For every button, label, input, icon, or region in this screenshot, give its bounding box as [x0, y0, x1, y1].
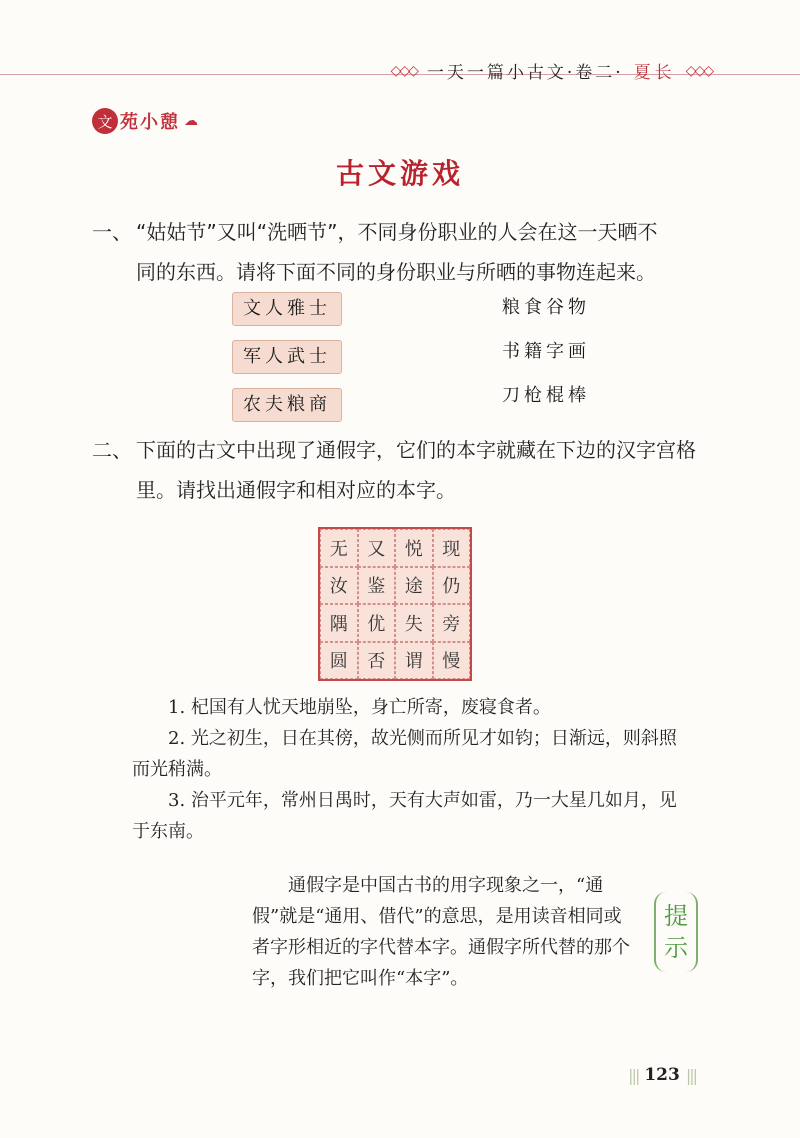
question-list	[132, 692, 692, 847]
grid-cell[interactable]: 优	[358, 604, 396, 642]
running-header	[391, 58, 712, 83]
grid-cell[interactable]: 否	[358, 642, 396, 680]
running-season: 夏长	[633, 63, 676, 83]
question-item: 1. 杞国有人忧天地崩坠，身亡所寄，废寝食者。	[168, 697, 551, 718]
section-tag-label: 苑小憩	[120, 112, 180, 133]
part2-number: 二、	[92, 438, 132, 462]
grid-cell[interactable]: 旁	[433, 604, 471, 642]
grid-cell[interactable]: 现	[433, 529, 471, 567]
part1-line1: “姑姑节”又叫“洗晒节”，不同身份职业的人会在这一天晒不	[136, 220, 658, 244]
part2-line2: 里。请找出通假字和相对应的本字。	[136, 478, 456, 502]
grid-cell[interactable]: 途	[395, 567, 433, 605]
cloud-ornament-icon: ☁	[184, 113, 198, 129]
grid-cell[interactable]: 慢	[433, 642, 471, 680]
grid-cell[interactable]: 谓	[395, 642, 433, 680]
header-ornament-right-icon: ◇◇◇	[685, 62, 712, 79]
match-left-item[interactable]: 军人武士	[232, 340, 342, 374]
grid-cell[interactable]: 无	[320, 529, 358, 567]
match-right-item[interactable]: 粮食谷物	[502, 297, 590, 318]
match-left-item[interactable]: 文人雅士	[232, 292, 342, 326]
footer-stripes-right-icon: |||	[685, 1065, 696, 1085]
hint-label-bottom: 示	[664, 934, 688, 962]
grid-cell[interactable]: 失	[395, 604, 433, 642]
hint-text: 通假字是中国古书的用字现象之一，“通假”就是“通用、借代”的意思，是用读音相同或者字形相近的字代替本字。通假字所代替的那个字，我们把它叫作“本字”。	[252, 875, 630, 989]
hint-label-top: 提	[664, 902, 688, 930]
match-right-item[interactable]: 刀枪棍棒	[502, 385, 590, 406]
match-left-item[interactable]: 农夫粮商	[232, 388, 342, 422]
part2-paragraph	[92, 430, 707, 510]
match-right-column	[502, 294, 590, 410]
page-title: 古文游戏	[335, 157, 464, 190]
part2-line1: 下面的古文中出现了通假字，它们的本字就藏在下边的汉字宫格	[136, 438, 696, 462]
grid-cell[interactable]: 汝	[320, 567, 358, 605]
page-footer	[628, 1065, 696, 1085]
grid-cell[interactable]: 隅	[320, 604, 358, 642]
question-item: 2. 光之初生，日在其傍，故光侧而所见才如钧；日渐远，则斜照而光稍满。	[132, 728, 677, 780]
section-tag-circle: 文	[92, 108, 118, 134]
page-number: 123	[644, 1065, 680, 1085]
part1-line2: 同的东西。请将下面不同的身份职业与所晒的事物连起来。	[136, 260, 656, 284]
match-right-item[interactable]: 书籍字画	[502, 341, 590, 362]
grid-cell[interactable]: 悦	[395, 529, 433, 567]
match-left-column	[232, 292, 342, 422]
character-grid	[318, 527, 472, 681]
grid-cell[interactable]: 圆	[320, 642, 358, 680]
grid-cell[interactable]: 仍	[433, 567, 471, 605]
grid-cell[interactable]: 鉴	[358, 567, 396, 605]
footer-stripes-left-icon: |||	[628, 1065, 639, 1085]
grid-cell[interactable]: 又	[358, 529, 396, 567]
question-item: 3. 治平元年，常州日禺时，天有大声如雷，乃一大星几如月，见于东南。	[132, 790, 677, 842]
hint-label	[654, 892, 698, 972]
part1-paragraph	[92, 212, 707, 292]
running-title: 一天一篇小古文·卷二·	[426, 63, 624, 83]
part1-number: 一、	[92, 220, 132, 244]
header-ornament-left-icon: ◇◇◇	[390, 62, 417, 79]
section-tag	[92, 108, 198, 134]
